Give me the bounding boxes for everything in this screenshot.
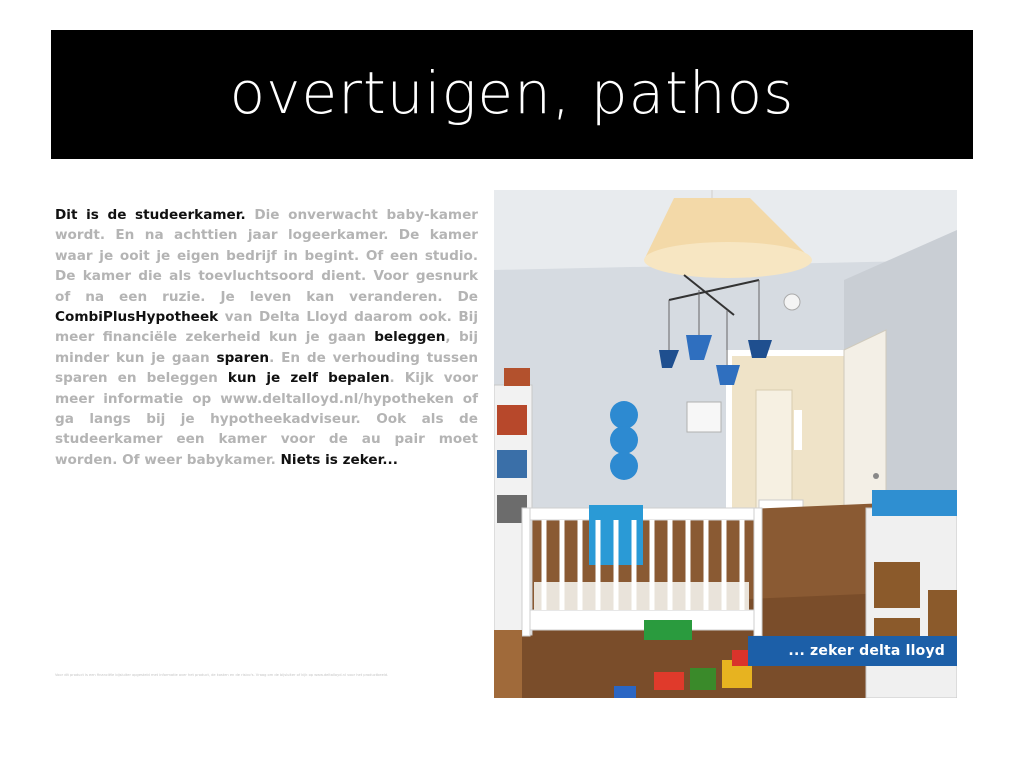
ad-text-segment: Dit is de studeerkamer. <box>55 207 246 223</box>
ad-text-segment: beleggen <box>374 329 446 346</box>
wall-picture <box>687 402 721 432</box>
toys-on-shelf <box>504 368 530 386</box>
door-frame-top <box>732 350 844 356</box>
crib-mattress <box>534 582 749 610</box>
slide-title: overtuigen, pathos <box>229 58 795 127</box>
floor-toy <box>614 686 636 698</box>
ad-text-segment: . Kijk voor meer informatie op www.deltalloyd.nl/hypotheken of ga langs bij je hypotheekadviseur. Ook als de studeerkamer een kamer voor de au pair moet worden. Of weer babykamer. <box>55 370 478 468</box>
slide-title-bar <box>51 30 973 159</box>
hallway-picture <box>794 410 802 450</box>
ad-text-segment: CombiPlusHypotheek <box>55 309 219 326</box>
smoke-detector <box>784 294 800 310</box>
books <box>497 450 527 478</box>
wall-plate <box>610 426 638 454</box>
ad-body-text <box>55 205 478 470</box>
wooden-chair <box>494 630 522 698</box>
advertisement <box>51 189 957 698</box>
ad-text-segment: Die onverwacht baby-kamer wordt. En na achttien jaar logeerkamer. De kamer waar je ooit je eigen bedrijf in begint. Of een studio. De kamer die als toevluchtsoord dient. Voor gesnurk of na een ruzie. Je leven kan veranderen. De <box>55 207 478 305</box>
floor-toy <box>690 668 716 690</box>
ad-text-segment: van Delta Lloyd daarom ook. Bij meer financiële zekerheid kun je gaan <box>55 309 478 346</box>
crib-post <box>754 508 762 636</box>
crib-bottom <box>522 610 762 630</box>
changing-pad <box>872 490 957 516</box>
ad-text-segment: kun je zelf bepalen <box>227 370 390 387</box>
brand-tagline: ... zeker delta lloyd <box>748 636 957 666</box>
wall-plate <box>610 401 638 429</box>
ad-text-segment: . En de verhouding tussen sparen en beleggen <box>55 349 478 387</box>
ad-text-segment: Niets is zeker... <box>280 451 398 468</box>
wicker-basket <box>874 562 920 608</box>
ad-text-segment: , bij minder kun je gaan <box>55 329 479 366</box>
lamp-rim <box>644 242 812 278</box>
floor-toy <box>654 672 684 690</box>
wall-plate <box>610 452 638 480</box>
books <box>497 405 527 435</box>
ad-disclaimer: Voor dit product is een financiële bijsluiter opgesteld met informatie over het product, de kosten en de risico's. Vraag om de bijsluiter of kijk op www.deltalloyd.nl voor het productbeeld. <box>55 673 389 677</box>
crib-post <box>522 508 530 636</box>
floor-toy <box>644 620 692 640</box>
ad-text-segment: sparen <box>216 349 270 366</box>
door-handle <box>873 473 879 479</box>
nursery-room-photo <box>494 190 957 698</box>
nursery-illustration <box>494 190 957 698</box>
